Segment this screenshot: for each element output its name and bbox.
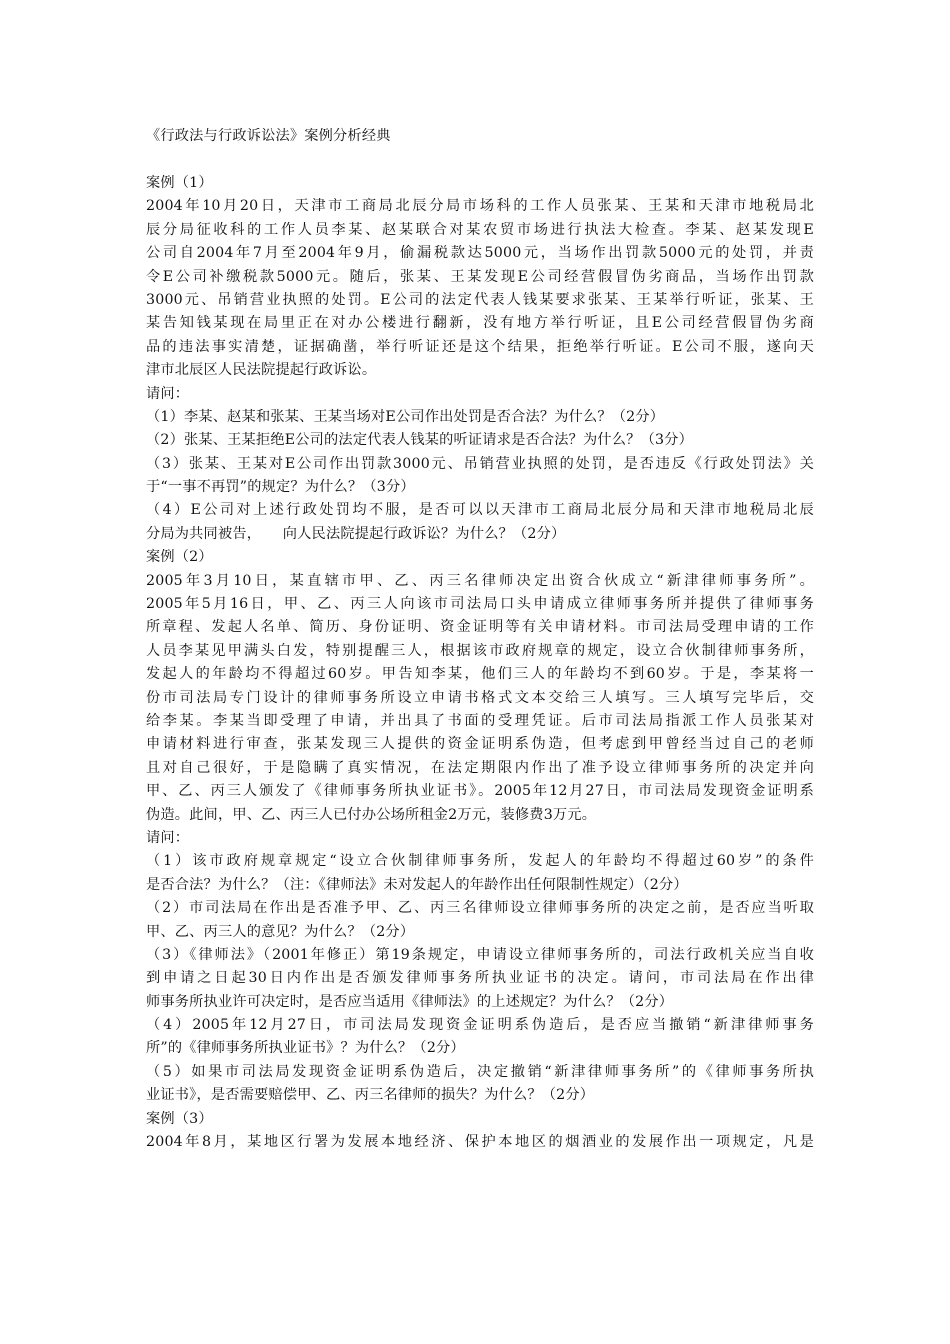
text-line: 发起人的年龄均不得超过60岁。甲告知李某，他们三人的年龄均不到60岁。于是，李某将一	[146, 666, 814, 683]
document-body	[146, 172, 814, 1154]
text-line: 是否合法？为什么？（注：《律师法》未对发起人的年龄作出任何限制性规定）（2分）	[146, 876, 688, 893]
text-line: 业证书》，是否需要赔偿甲、乙、丙三名律师的损失？为什么？（2分）	[146, 1087, 595, 1104]
text-line: 案例（3）	[146, 1110, 213, 1127]
text-line: 公司自2004年7月至2004年9月，偷漏税款达5000元，当场作出罚款5000元的处罚，并责	[146, 245, 814, 262]
text-line: 师事务所执业许可决定时，是否应当适用《律师法》的上述规定？为什么？（2分）	[146, 993, 674, 1010]
text-line: 3000元、吊销营业执照的处罚。E公司的法定代表人钱某要求张某、王某举行听证，张某、王	[146, 291, 814, 308]
text-line: （1）该市政府规章规定“设立合伙制律师事务所，发起人的年龄均不得超过60岁”的条件	[146, 853, 814, 870]
text-line: 份市司法局专门设计的律师事务所设立申请书格式文本交给三人填写。三人填写完毕后，交	[146, 689, 814, 706]
text-line: 令E公司补缴税款5000元。随后，张某、王某发现E公司经营假冒伪劣商品，当场作出罚款	[146, 268, 814, 285]
text-line: 到申请之日起30日内作出是否颁发律师事务所执业证书的决定。请问，市司法局在作出律	[146, 970, 814, 987]
text-line: 某告知钱某现在局里正在对办公楼进行翻新，没有地方举行听证，且E公司经营假冒伪劣商	[146, 315, 814, 332]
text-line: 请问：	[146, 385, 190, 402]
text-line: 所”的《律师事务所执业证书》？为什么？（2分）	[146, 1040, 465, 1057]
text-line: 2004年10月20日，天津市工商局北辰分局市场科的工作人员张某、王某和天津市地税局北	[146, 198, 814, 215]
text-line: 辰分局征收科的工作人员李某、赵某联合对某农贸市场进行执法大检查。李某、赵某发现E	[146, 221, 814, 238]
text-line: 甲、乙、丙三人颁发了《律师事务所执业证书》。2005年12月27日，市司法局发现资金证明系	[146, 783, 814, 800]
text-line: （4）E公司对上述行政处罚均不服，是否可以以天津市工商局北辰分局和天津市地税局北辰	[146, 502, 814, 519]
text-line: （2）市司法局在作出是否准予甲、乙、丙三名律师设立律师事务所的决定之前，是否应当听取	[146, 900, 814, 917]
text-line: 所章程、发起人名单、简历、身份证明、资金证明等有关申请材料。市司法局受理申请的工作	[146, 619, 814, 636]
text-line: （5）如果市司法局发现资金证明系伪造后，决定撤销“新津律师事务所”的《律师事务所执	[146, 1063, 814, 1080]
text-line: 津市北辰区人民法院提起行政诉讼。	[146, 362, 377, 379]
document-title: 《行政法与行政诉讼法》案例分析经典	[146, 128, 391, 144]
text-line: 案例（1）	[146, 175, 213, 191]
text-line: 案例（2）	[146, 549, 213, 566]
text-line: 且对自己很好，于是隐瞒了真实情况，在法定期限内作出了准予设立律师事务所的决定并向	[146, 759, 814, 776]
text-line: 2005年5月16日，甲、乙、丙三人向该市司法局口头申请成立律师事务所并提供了律师事务	[146, 596, 814, 613]
text-line: 伪造。此间，甲、乙、丙三人已付办公场所租金2万元，装修费3万元。	[146, 806, 597, 823]
text-line: 人员李某见甲满头白发，特别提醒三人，根据该市政府规章的规定，设立合伙制律师事务所，	[146, 642, 814, 659]
text-line: 2005年3月10日，某直辖市甲、乙、丙三名律师决定出资合伙成立“新津律师事务所”。	[146, 572, 814, 589]
text-line: 于“一事不再罚”的规定？为什么？（3分）	[146, 479, 415, 496]
text-line: （1）李某、赵某和张某、王某当场对E公司作出处罚是否合法？为什么？（2分）	[146, 408, 665, 425]
text-line: （3）《律师法》（2001年修正）第19条规定，申请设立律师事务所的，司法行政机关应当自收	[146, 946, 814, 963]
text-line: （4）2005年12月27日，市司法局发现资金证明系伪造后，是否应当撤销“新津律师事务	[146, 1017, 814, 1034]
text-line: 甲、乙、丙三人的意见？为什么？（2分）	[146, 923, 415, 940]
text-line: （2）张某、王某拒绝E公司的法定代表人钱某的听证请求是否合法？为什么？（3分）	[146, 432, 693, 449]
text-line: 给李某。李某当即受理了申请，并出具了书面的受理凭证。后市司法局指派工作人员张某对	[146, 712, 814, 729]
text-line: （3）张某、王某对E公司作出罚款3000元、吊销营业执照的处罚，是否违反《行政处罚法》关	[146, 455, 814, 472]
text-line: 请问：	[146, 829, 190, 846]
text-line: 2004年8月，某地区行署为发展本地经济、保护本地区的烟酒业的发展作出一项规定，凡是	[146, 1134, 814, 1151]
text-line: 分局为共同被告， 向人民法院提起行政诉讼？为什么？（2分）	[146, 525, 566, 542]
text-line: 申请材料进行审查，张某发现三人提供的资金证明系伪造，但考虑到甲曾经当过自己的老师	[146, 736, 814, 753]
text-line: 品的违法事实清楚，证据确凿，举行听证还是这个结果，拒绝举行听证。E公司不服，遂向天	[146, 338, 814, 355]
